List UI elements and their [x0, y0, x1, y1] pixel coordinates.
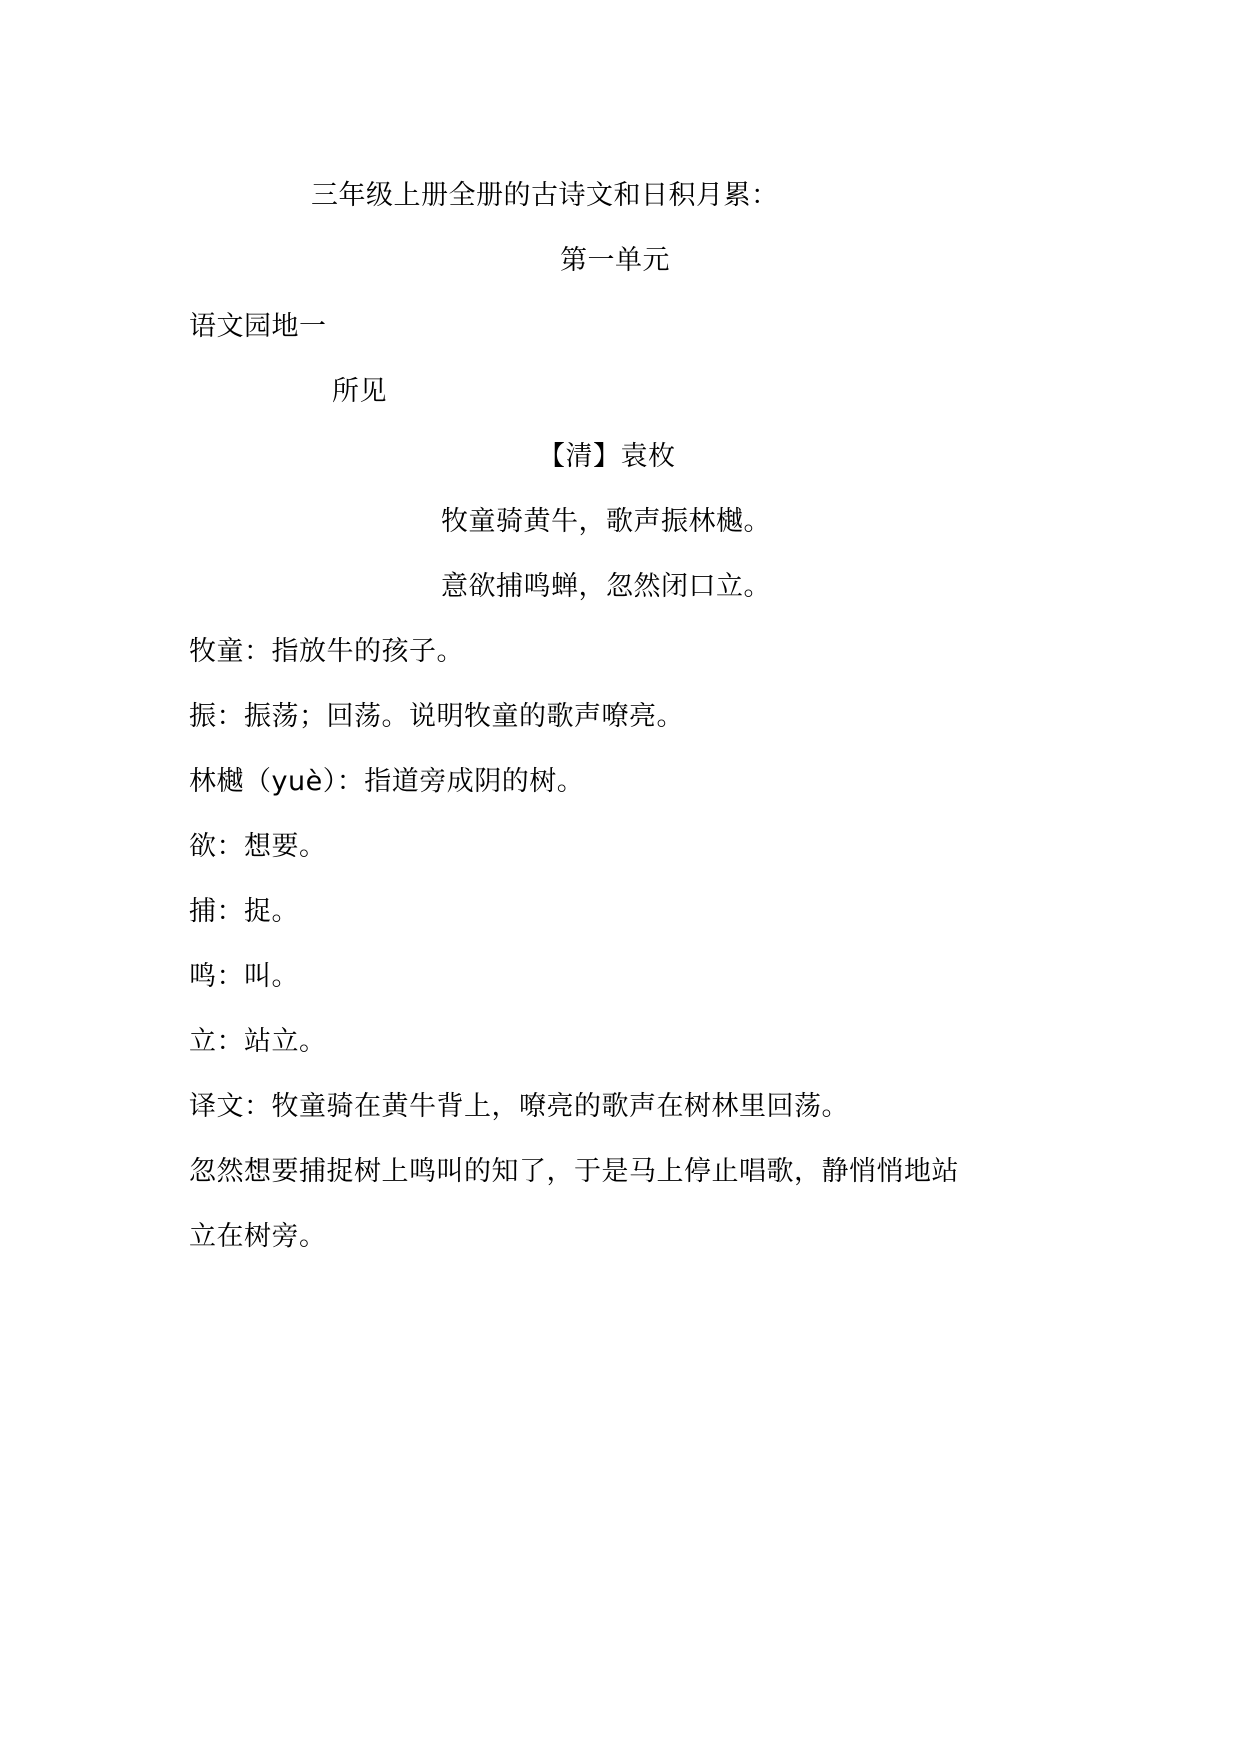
- note-item: 林樾（yuè）：指道旁成阴的树。: [189, 766, 585, 797]
- unit-heading: 第一单元: [560, 245, 670, 276]
- note-item: 鸣：叫。: [189, 961, 299, 992]
- note-item: 立：站立。: [189, 1026, 327, 1057]
- translation-line: 译文：牧童骑在黄牛背上，嘹亮的歌声在树林里回荡。: [189, 1091, 849, 1122]
- note-item: 欲：想要。: [189, 831, 327, 862]
- note-item: 捕：捉。: [189, 896, 299, 927]
- translation-line: 立在树旁。: [189, 1221, 327, 1252]
- document-title: 三年级上册全册的古诗文和日积月累：: [311, 180, 779, 211]
- note-item: 振：振荡；回荡。说明牧童的歌声嘹亮。: [189, 701, 684, 732]
- note-item: 牧童：指放牛的孩子。: [189, 636, 464, 667]
- poem-author: 【清】袁枚: [538, 441, 676, 472]
- section-heading: 语文园地一: [189, 311, 327, 342]
- poem-line: 意欲捕鸣蝉，忽然闭口立。: [441, 571, 771, 602]
- poem-title: 所见: [332, 376, 387, 407]
- poem-line: 牧童骑黄牛，歌声振林樾。: [441, 506, 771, 537]
- translation-line: 忽然想要捕捉树上鸣叫的知了，于是马上停止唱歌，静悄悄地站: [189, 1156, 959, 1187]
